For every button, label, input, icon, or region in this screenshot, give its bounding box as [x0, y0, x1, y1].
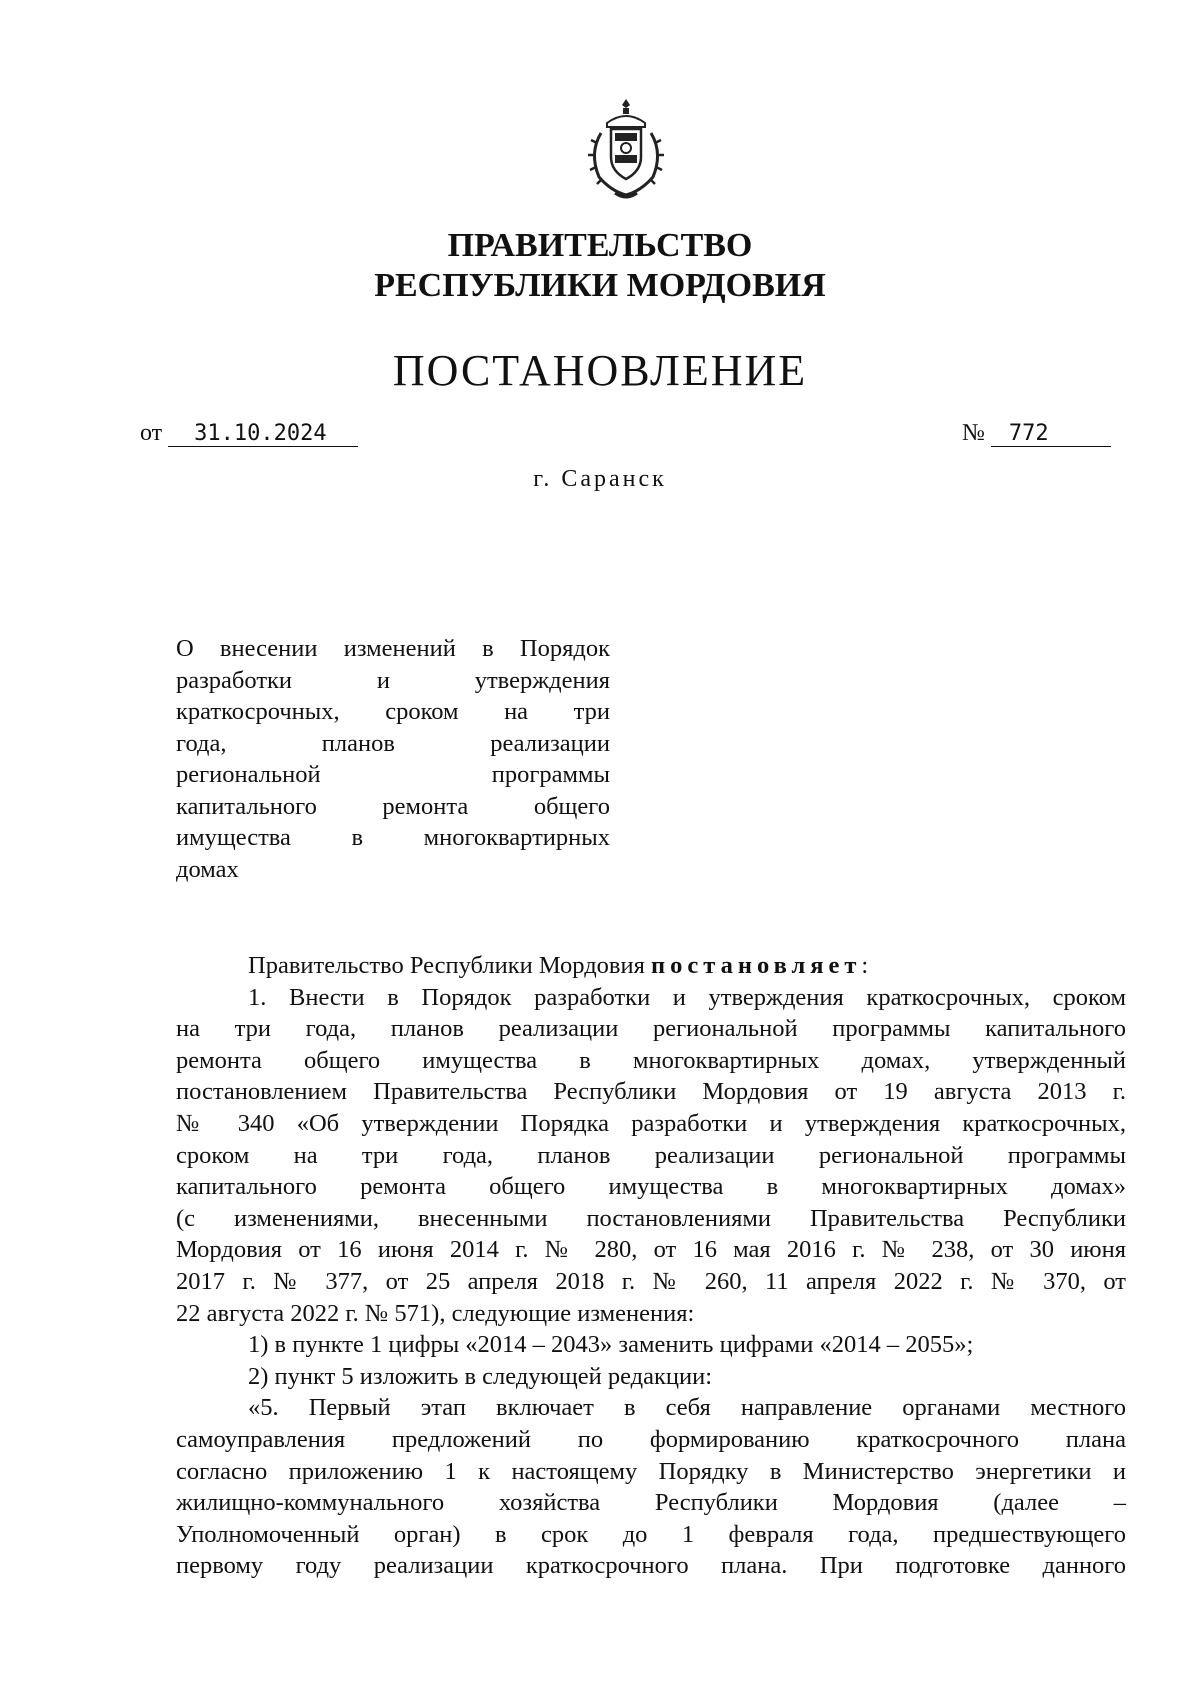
document-date: 31.10.2024 [168, 422, 358, 447]
intro-line [176, 950, 1126, 982]
body-line: сроком на три года, планов реализации региональной программы [176, 1141, 1126, 1169]
date-prefix: от [140, 420, 163, 446]
subject-line: краткосрочных, сроком на три [176, 698, 610, 725]
body-line: первому году реализации краткосрочного плана. При подготовке данного [176, 1552, 1126, 1580]
document-number: 772 [991, 422, 1111, 447]
document-body [176, 950, 1126, 1582]
body-line: 2017 г. № 377, от 25 апреля 2018 г. № 260, 11 апреля 2022 г. № 370, от [176, 1267, 1126, 1295]
subject-line: О внесении изменений в Порядок [176, 635, 610, 662]
body-line: 2) пункт 5 изложить в следующей редакции: [248, 1362, 713, 1390]
subject-line: региональной программы [176, 761, 610, 788]
document-type-title: ПОСТАНОВЛЕНИЕ [392, 346, 808, 395]
number-field [962, 420, 1111, 447]
city-line: г. Саранск [533, 466, 667, 492]
body-line: № 340 «Об утверждении Порядка разработки и утверждения краткосрочных, [176, 1109, 1126, 1137]
body-line: ремонта общего имущества в многоквартирных домах, утвержденный [176, 1046, 1126, 1074]
intro-text: Правительство Республики Мордовия [248, 952, 645, 979]
subject-line: разработки и утверждения [176, 666, 610, 694]
body-line: (с изменениями, внесенными постановлениями Правительства Республики [176, 1204, 1126, 1232]
date-field [140, 420, 358, 447]
number-prefix: № [962, 420, 985, 446]
subject-line: капитального ремонта общего [176, 792, 610, 820]
body-line: постановлением Правительства Республики Мордовия от 19 августа 2013 г. [176, 1078, 1126, 1106]
organization-name-line2: РЕСПУБЛИКИ МОРДОВИЯ [374, 267, 826, 304]
body-line: 1. Внести в Порядок разработки и утверждения краткосрочных, сроком [248, 983, 1126, 1011]
body-line: Мордовия от 16 июня 2014 г. № 280, от 16 мая 2016 г. № 238, от 30 июня [176, 1236, 1126, 1264]
coat-of-arms-emblem [577, 95, 675, 205]
body-line: 22 августа 2022 г. № 571), следующие изменения: [176, 1299, 695, 1327]
subject-line: имущества в многоквартирных [176, 824, 610, 851]
intro-verb: постановляет [651, 952, 862, 979]
subject-line: года, планов реализации [176, 729, 610, 757]
subject-line: домах [176, 855, 239, 883]
intro-colon: : [861, 952, 869, 979]
body-line: капитального ремонта общего имущества в многоквартирных домах» [176, 1173, 1126, 1201]
body-line: самоуправления предложений по формированию краткосрочного плана [176, 1425, 1126, 1453]
body-line: 1) в пункте 1 цифры «2014 – 2043» заменить цифрами «2014 – 2055»; [248, 1331, 974, 1359]
organization-name-line1: ПРАВИТЕЛЬСТВО [447, 227, 753, 264]
body-line: жилищно-коммунального хозяйства Республики Мордовия (далее – [176, 1489, 1126, 1517]
body-line: согласно приложению 1 к настоящему Порядку в Министерство энергетики и [176, 1457, 1126, 1485]
body-line: Уполномоченный орган) в срок до 1 февраля года, предшествующего [176, 1520, 1126, 1548]
document-subject [176, 633, 610, 885]
body-line: «5. Первый этап включает в себя направление органами местного [248, 1394, 1126, 1422]
body-line: на три года, планов реализации региональной программы капитального [176, 1015, 1126, 1043]
